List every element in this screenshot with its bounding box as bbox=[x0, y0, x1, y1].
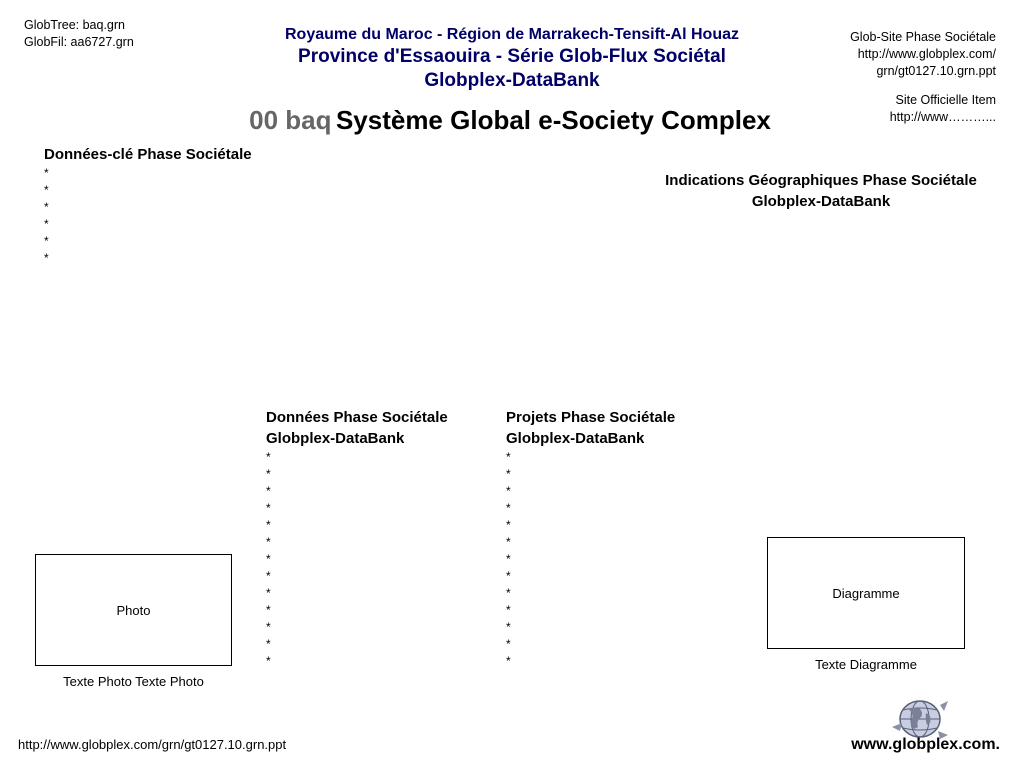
projects-section bbox=[506, 407, 675, 670]
key-data-bullet: * bbox=[44, 166, 49, 180]
glob-site-file: grn/gt0127.10.grn.ppt bbox=[876, 64, 996, 78]
projects-bullet: * bbox=[506, 654, 511, 668]
projects-list bbox=[506, 449, 675, 670]
glob-site-url[interactable]: http://www.globplex.com/ bbox=[857, 47, 996, 61]
data-bullet: * bbox=[266, 467, 271, 481]
data-bullet: * bbox=[266, 450, 271, 464]
key-data-title: Données-clé Phase Sociétale bbox=[44, 146, 252, 163]
site-info bbox=[736, 29, 996, 126]
diagram-label: Diagramme bbox=[832, 585, 900, 601]
title-text: Système Global e-Society Complex bbox=[335, 105, 771, 135]
projects-title: Projets Phase Sociétale bbox=[506, 409, 676, 426]
globtree-label: GlobTree: baq.grn bbox=[24, 18, 125, 32]
header-line-region: Royaume du Maroc - Région de Marrakech-Tensift-Al Houaz bbox=[285, 26, 739, 43]
footer-brand[interactable]: www.globplex.com. bbox=[851, 736, 1000, 753]
data-bullet: * bbox=[266, 654, 271, 668]
footer-url[interactable]: http://www.globplex.com/grn/gt0127.10.grn.ppt bbox=[18, 737, 287, 752]
data-bullet: * bbox=[266, 535, 271, 549]
data-bullet: * bbox=[266, 569, 271, 583]
key-data-bullet: * bbox=[44, 217, 49, 231]
projects-bullet: * bbox=[506, 552, 511, 566]
key-data-list bbox=[44, 165, 252, 267]
projects-bullet: * bbox=[506, 518, 511, 532]
title-code: 00 baq bbox=[249, 105, 332, 135]
header-line-province: Province d'Essaouira - Série Glob-Flux Sociétal bbox=[298, 46, 726, 67]
data-bullet: * bbox=[266, 637, 271, 651]
photo-label: Photo bbox=[116, 602, 151, 618]
data-bullet: * bbox=[266, 620, 271, 634]
projects-bullet: * bbox=[506, 501, 511, 515]
key-data-bullet: * bbox=[44, 200, 49, 214]
photo-placeholder bbox=[35, 554, 232, 666]
projects-bullet: * bbox=[506, 637, 511, 651]
projects-bullet: * bbox=[506, 484, 511, 498]
projects-bullet: * bbox=[506, 620, 511, 634]
globfil-label: GlobFil: aa6727.grn bbox=[24, 35, 134, 49]
geo-section bbox=[630, 170, 1012, 212]
projects-bullet: * bbox=[506, 603, 511, 617]
diagram-placeholder bbox=[767, 537, 965, 649]
data-bullet: * bbox=[266, 484, 271, 498]
data-bullet: * bbox=[266, 518, 271, 532]
data-section bbox=[266, 407, 448, 670]
key-data-bullet: * bbox=[44, 183, 49, 197]
official-site-url[interactable]: http://www………... bbox=[889, 110, 996, 124]
diagram-caption: Texte Diagramme bbox=[815, 657, 917, 672]
data-subtitle: Globplex-DataBank bbox=[266, 430, 405, 447]
key-data-bullet: * bbox=[44, 234, 49, 248]
projects-bullet: * bbox=[506, 467, 511, 481]
glob-site-label: Glob-Site Phase Sociétale bbox=[850, 30, 996, 44]
projects-bullet: * bbox=[506, 569, 511, 583]
photo-caption: Texte Photo Texte Photo bbox=[63, 674, 204, 689]
projects-bullet: * bbox=[506, 535, 511, 549]
geo-subtitle: Globplex-DataBank bbox=[751, 193, 891, 210]
projects-subtitle: Globplex-DataBank bbox=[506, 430, 645, 447]
geo-title: Indications Géographiques Phase Sociétale bbox=[665, 172, 977, 189]
projects-bullet: * bbox=[506, 450, 511, 464]
globtree-info bbox=[24, 17, 134, 51]
data-title: Données Phase Sociétale bbox=[266, 409, 448, 426]
key-data-bullet: * bbox=[44, 251, 49, 265]
projects-bullet: * bbox=[506, 586, 511, 600]
key-data-section bbox=[44, 144, 252, 267]
data-bullet: * bbox=[266, 501, 271, 515]
header bbox=[212, 25, 812, 93]
data-bullet: * bbox=[266, 586, 271, 600]
data-bullet: * bbox=[266, 552, 271, 566]
data-list bbox=[266, 449, 448, 670]
data-bullet: * bbox=[266, 603, 271, 617]
header-line-databank: Globplex-DataBank bbox=[424, 70, 600, 91]
official-site-label: Site Officielle Item bbox=[895, 93, 996, 107]
